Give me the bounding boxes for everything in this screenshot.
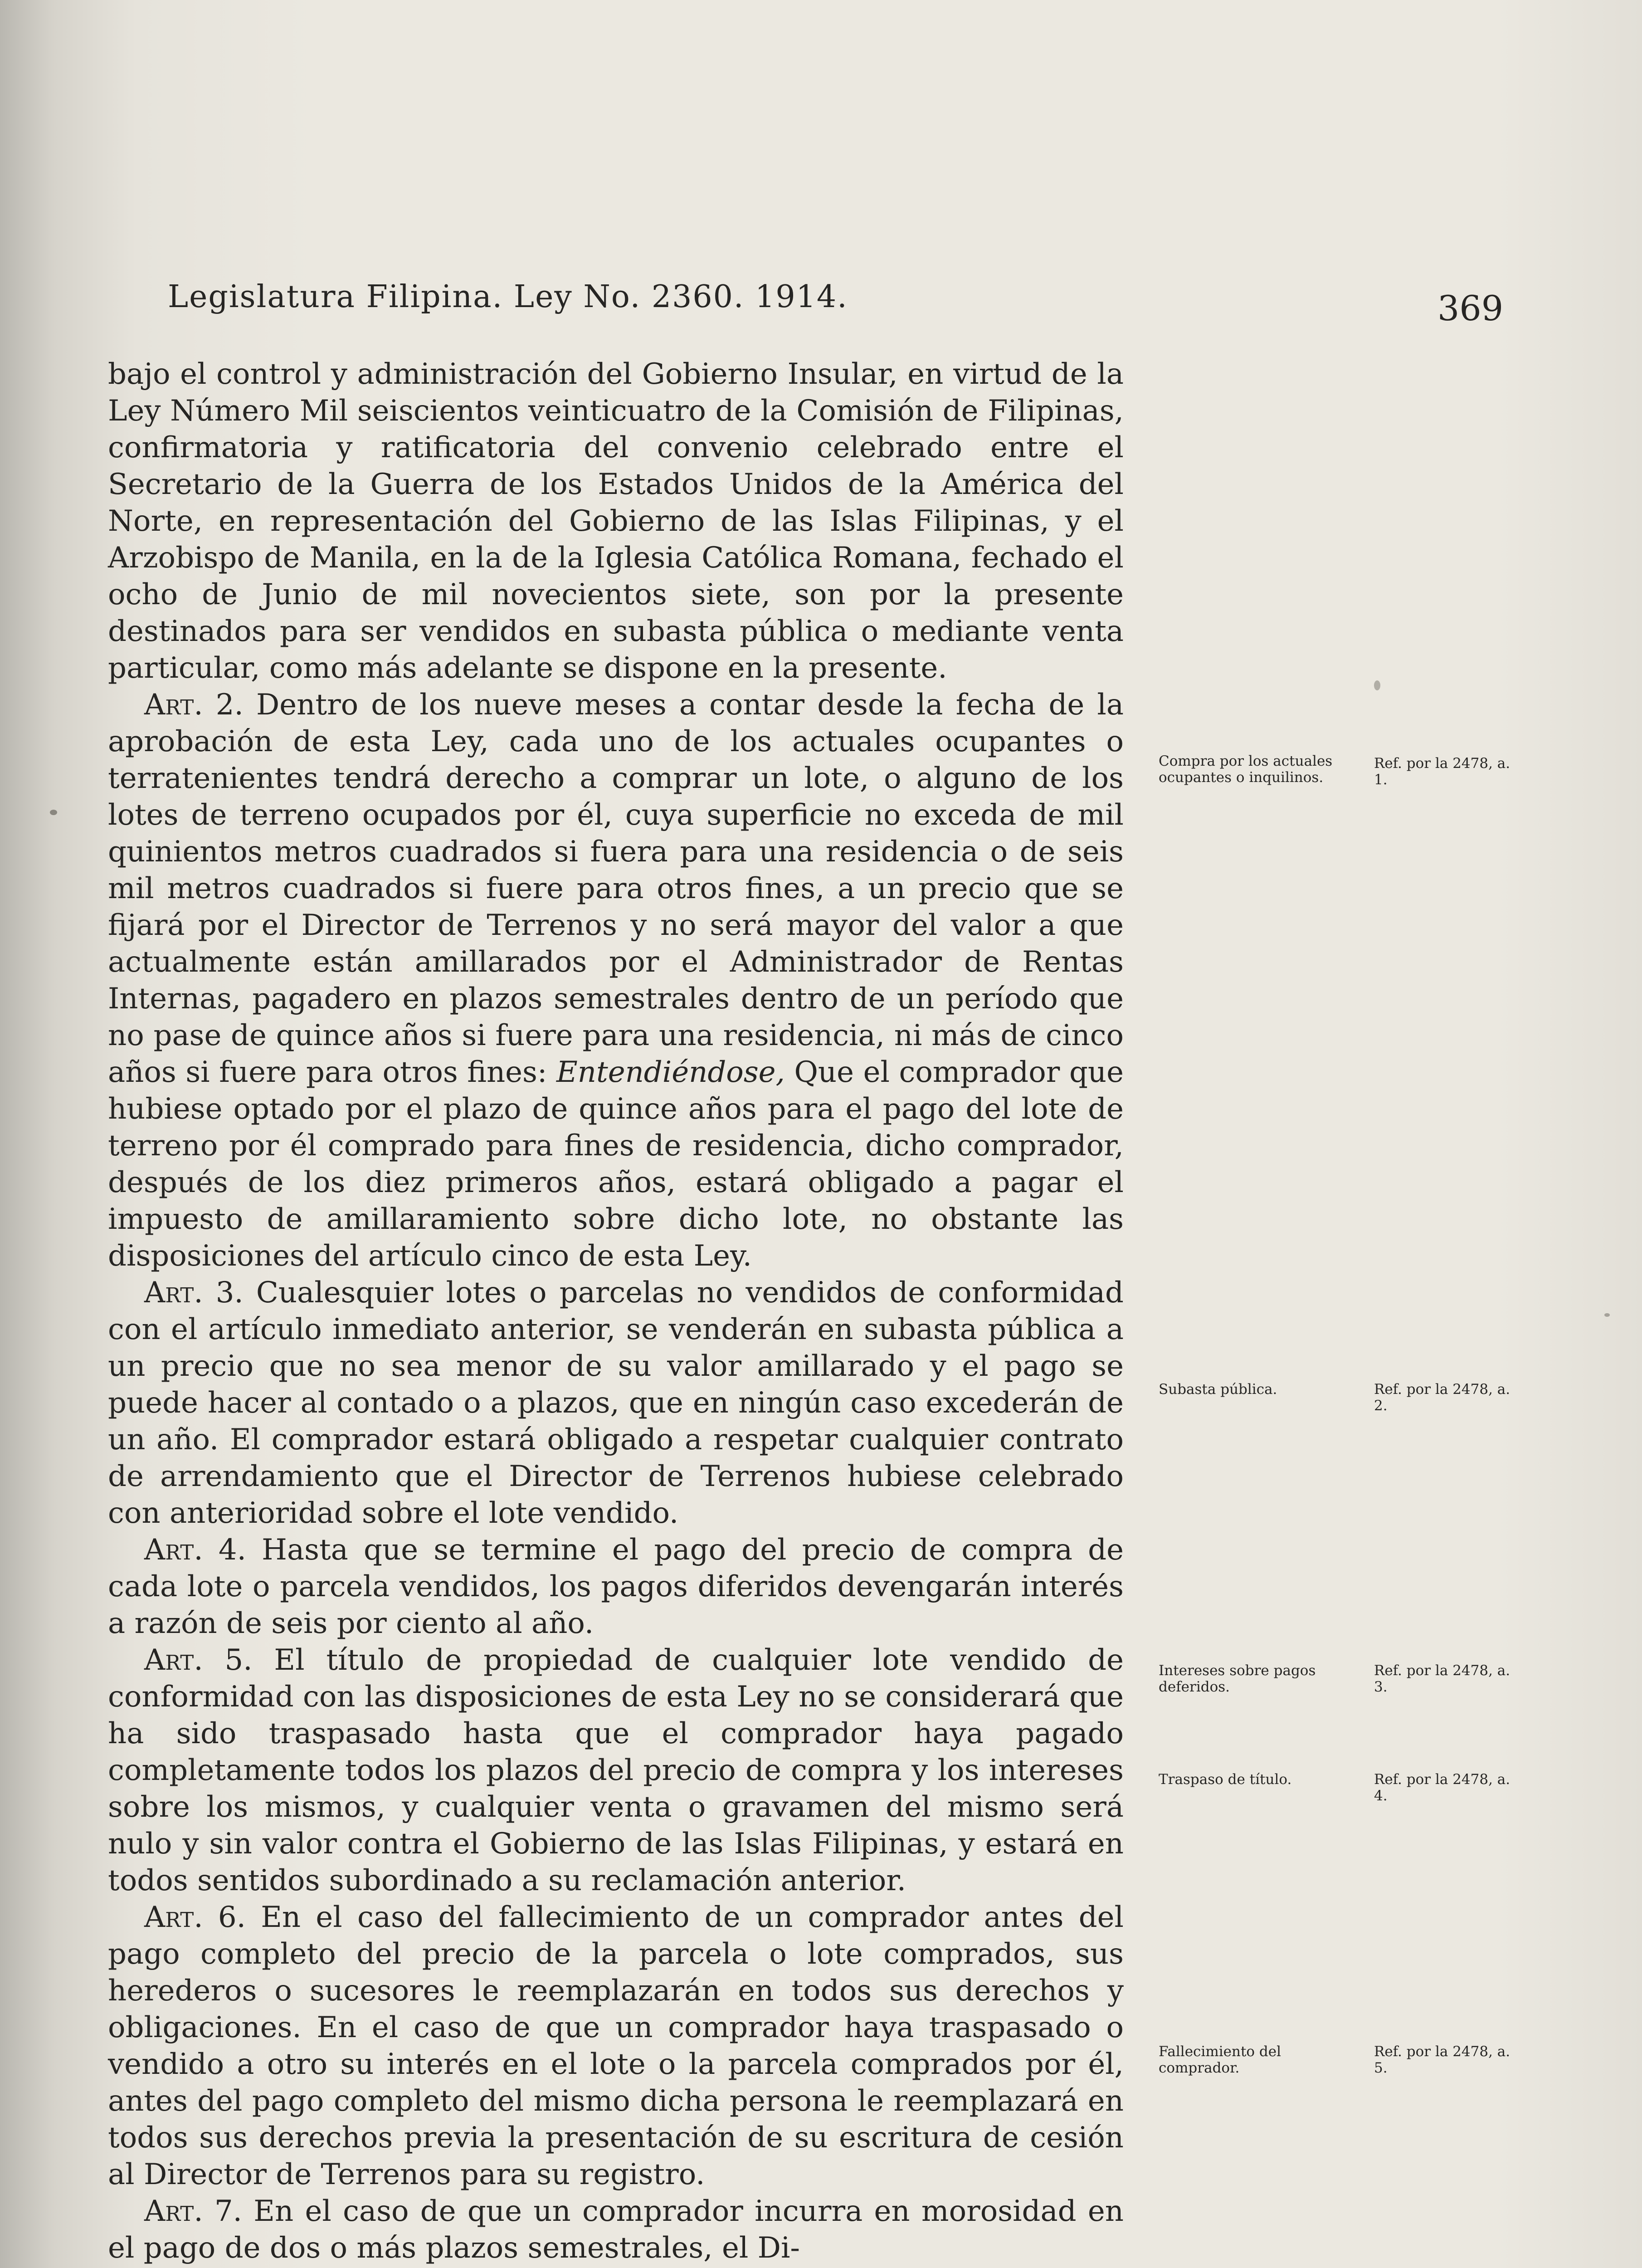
article-3-text: Cualesquier lotes o parcelas no vendidos de conformidad con el artículo inmediato anterior, se venderán en subasta pública a un precio que no sea menor de su valor amillarado y el pago se puede hacer al contado o a plazos, que en ningún caso excederán de un año. El comprador estará obligado a respetar cualquier contrato de arrendamiento que el Director de Terrenos hubiese celebrado con anterioridad sobre el lote vendido.: [108, 1276, 1124, 1530]
article-4-paragraph: [108, 1532, 1124, 1642]
margin-note-topic-art3: Subasta pública.: [1159, 1381, 1277, 1398]
margin-note-topic-art2: Compra por los actuales ocupantes o inquilinos.: [1159, 753, 1333, 786]
margin-note-ref-art3: Ref. por la 2478, a. 2.: [1374, 1381, 1510, 1414]
margin-note-ref-art5: Ref. por la 2478, a. 4.: [1374, 1771, 1510, 1804]
article-2-text-part-1: Dentro de los nueve meses a contar desde la fecha de la aprobación de esta Ley, cada uno de los actuales ocupantes o terratenientes tendrá derecho a comprar un lote, o alguno de los lotes de terreno ocupados por él, cuya superficie no exceda de mil quinientos metros cuadrados si fuera para una residencia o de seis mil metros cuadrados si fuere para otros fines, a un precio que se fijará por el Director de Terrenos y no será mayor del valor a que actualmente están amillarados por el Administrador de Rentas Internas, pagadero en plazos semestrales dentro de un período que no pase de quince años si fuere para una residencia, ni más de cinco años si fuere para otros fines:: [108, 688, 1124, 1089]
article-5-paragraph: [108, 1642, 1124, 1899]
intro-paragraph: bajo el control y administración del Gobierno Insular, en virtud de la Ley Número Mil seiscientos veinticuatro de la Comisión de Filipinas, confirmatoria y ratificatoria del convenio celebrado entre el Secretario de la Guerra de los Estados Unidos de la América del Norte, en representación del Gobierno de las Islas Filipinas, y el Arzobispo de Manila, en la de la Iglesia Católica Romana, fechado el ocho de Junio de mil novecientos siete, son por la presente destinados para ser vendidos en subasta pública o mediante venta particular, como más adelante se dispone en la presente.: [108, 357, 1124, 685]
article-4-text: Hasta que se termine el pago del precio de compra de cada lote o parcela vendidos, los pagos diferidos devengarán interés a razón de seis por ciento al año.: [108, 1533, 1124, 1640]
article-3-paragraph: [108, 1275, 1124, 1532]
margin-note-ref-art4: Ref. por la 2478, a. 3.: [1374, 1662, 1510, 1695]
article-7-paragraph: [108, 2193, 1124, 2267]
article-6-label: Art. 6.: [144, 1901, 246, 1934]
page-number: 369: [1437, 288, 1504, 328]
article-3-label: Art. 3.: [144, 1276, 244, 1310]
article-2-proviso: Entendiéndose,: [556, 1056, 785, 1089]
paper-speck: [1604, 1313, 1610, 1317]
margin-note-topic-art5: Traspaso de título.: [1159, 1771, 1292, 1788]
article-6-text: En el caso del fallecimiento de un comprador antes del pago completo del precio de la parcela o lote comprados, sus herederos o sucesores le reemplazarán en todos sus derechos y obligaciones. En el caso de que un comprador haya traspasado o vendido a otro su interés en el lote o la parcela comprados por él, antes del pago completo del mismo dicha persona le reemplazará en todos sus derechos previa la presentación de su escritura de cesión al Director de Terrenos para su registro.: [108, 1901, 1124, 2191]
article-2-text-part-2: Que el comprador que hubiese optado por el plazo de quince años para el pago del lote de terreno por él comprado para fines de residencia, dicho comprador, después de los diez primeros años, estará obligado a pagar el impuesto de amillaramiento sobre dicho lote, no obstante las disposiciones del artículo cinco de esta Ley.: [108, 1056, 1124, 1273]
article-5-label: Art. 5.: [144, 1643, 253, 1677]
article-6-paragraph: [108, 1899, 1124, 2193]
article-2-paragraph: [108, 687, 1124, 1275]
running-title: Legislatura Filipina. Ley No. 2360. 1914.: [168, 279, 848, 315]
article-5-text: El título de propiedad de cualquier lote vendido de conformidad con las disposiciones de esta Ley no se considerará que ha sido traspasado hasta que el comprador haya pagado completamente todos los plazos del precio de compra y los intereses sobre los mismos, y cualquier venta o gravamen del mismo será nulo y sin valor contra el Gobierno de las Islas Filipinas, y estará en todos sentidos subordinado a su reclamación anterior.: [108, 1643, 1124, 1897]
article-4-label: Art. 4.: [144, 1533, 246, 1567]
margin-note-ref-art6: Ref. por la 2478, a. 5.: [1374, 2043, 1510, 2076]
paper-speck: [50, 810, 57, 815]
paper-speck: [1374, 680, 1380, 690]
margin-note-topic-art6: Fallecimiento del comprador.: [1159, 2043, 1281, 2076]
article-7-label: Art. 7.: [144, 2195, 243, 2228]
margin-note-topic-art4: Intereses sobre pagos deferidos.: [1159, 1662, 1316, 1695]
law-text-column: [108, 356, 1124, 2267]
article-7-text: En el caso de que un comprador incurra en morosidad en el pago de dos o más plazos semestrales, el Di-: [108, 2195, 1124, 2265]
margin-note-ref-art2: Ref. por la 2478, a. 1.: [1374, 755, 1510, 788]
article-2-label: Art. 2.: [144, 688, 244, 722]
